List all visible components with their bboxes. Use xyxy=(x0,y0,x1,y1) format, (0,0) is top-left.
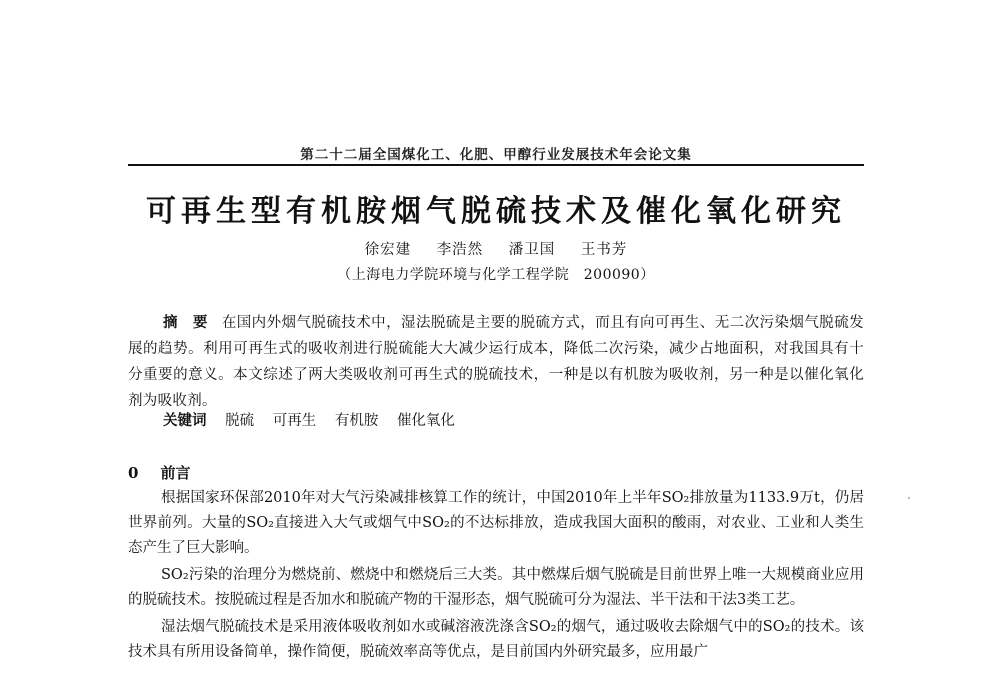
paper-title: 可再生型有机胺烟气脱硫技术及催化氧化研究 xyxy=(146,194,846,229)
section-number: 0 xyxy=(128,464,139,482)
header-rule xyxy=(128,164,864,166)
author-name: 徐宏建 xyxy=(364,242,412,258)
keywords-label: 关键词 xyxy=(163,412,207,429)
abstract-label: 摘 要 xyxy=(163,314,208,331)
keyword: 催化氧化 xyxy=(396,413,455,429)
section-heading xyxy=(128,462,190,483)
section-title: 前言 xyxy=(160,464,191,482)
keywords xyxy=(163,409,863,430)
author-name: 王书芳 xyxy=(580,242,628,258)
author-list xyxy=(128,238,864,259)
keyword: 有机胺 xyxy=(334,413,379,429)
body-text xyxy=(128,486,864,667)
paragraph: 根据国家环保部2010年对大气污染减排核算工作的统计，中国2010年上半年SO₂排放量为1133.9万t，仍居世界前列。大量的SO₂直接进入大气或烟气中SO₂的不达标排放，造成我国大面积的酸雨，对农业、工业和人类生态产生了巨大影响。 xyxy=(128,490,864,556)
scan-speck xyxy=(908,497,910,499)
affiliation: （上海电力学院环境与化学工程学院 200090） xyxy=(337,267,655,283)
abstract xyxy=(128,310,864,414)
keyword: 可再生 xyxy=(272,413,317,429)
running-header: 第二十二届全国煤化工、化肥、甲醇行业发展技术年会论文集 xyxy=(300,147,692,163)
paragraph: SO₂污染的治理分为燃烧前、燃烧中和燃烧后三大类。其中燃煤后烟气脱硫是目前世界上唯一大规模商业应用的脱硫技术。按脱硫过程是否加水和脱硫产物的干湿形态，烟气脱硫可分为湿法、半干法和干法3类工艺。 xyxy=(128,567,864,608)
author-name: 李浩然 xyxy=(436,242,484,258)
paragraph: 湿法烟气脱硫技术是采用液体吸收剂如水或碱溶液洗涤含SO₂的烟气，通过吸收去除烟气中的SO₂的技术。该技术具有所用设备简单，操作简便，脱硫效率高等优点，是目前国内外研究最多，应用最广 xyxy=(128,619,864,660)
author-name: 潘卫国 xyxy=(508,242,556,258)
keyword: 脱硫 xyxy=(225,413,255,429)
abstract-text: 在国内外烟气脱硫技术中，湿法脱硫是主要的脱硫方式，而且有向可再生、无二次污染烟气脱硫发展的趋势。利用可再生式的吸收剂进行脱硫能大大减少运行成本，降低二次污染，减少占地面积，对我国具有十分重要的意义。本文综述了两大类吸收剂可再生式的脱硫技术，一种是以有机胺为吸收剂，另一种是以催化氧化剂为吸收剂。 xyxy=(128,315,864,409)
